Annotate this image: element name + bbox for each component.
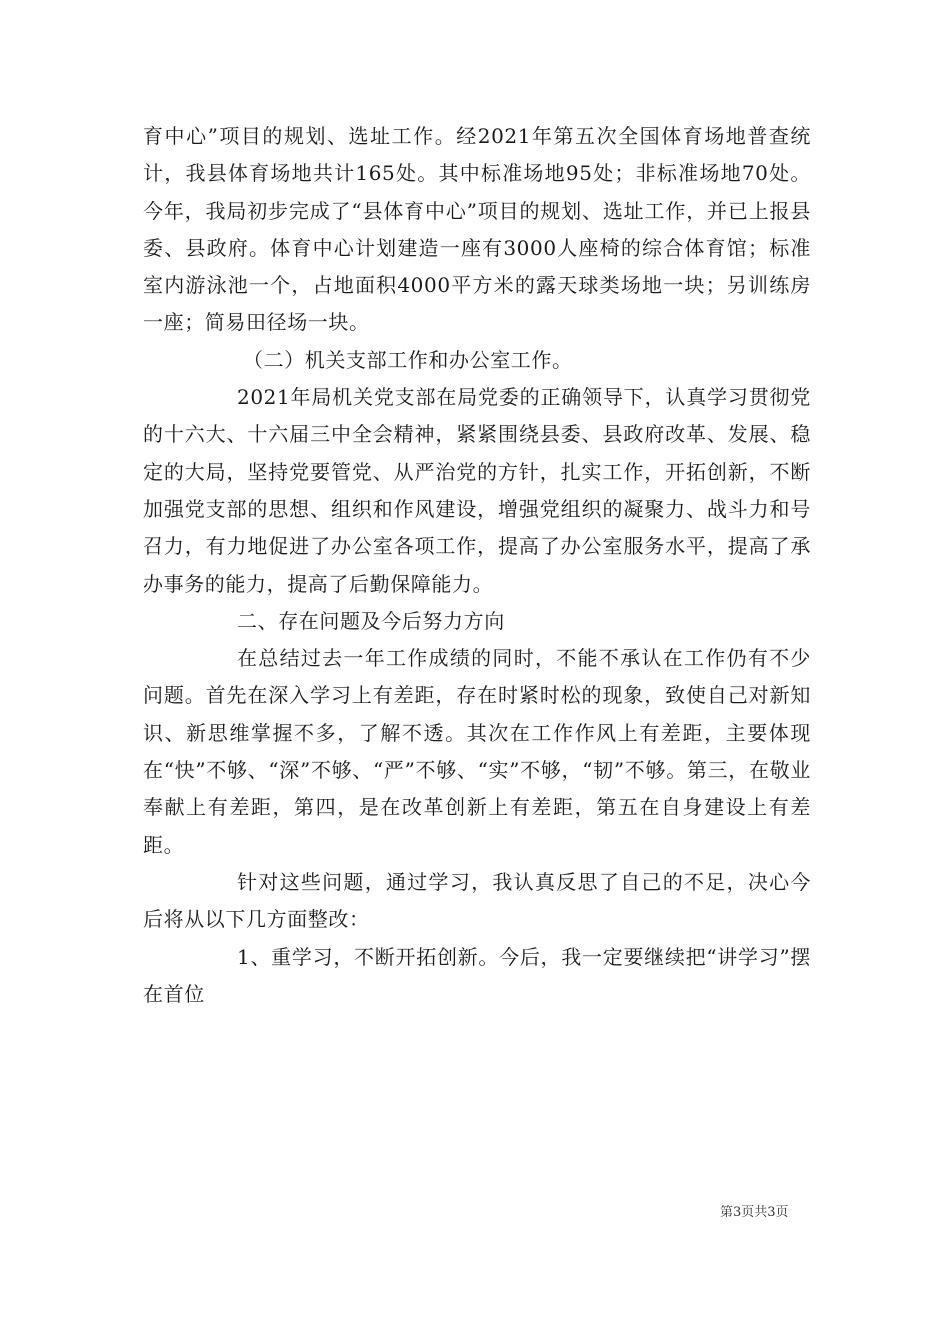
page-number-footer: 第3页共3页: [720, 1205, 789, 1220]
list-item-study-innovation: 1、重学习，不断开拓创新。今后，我一定要继续把“讲学习”摆在首位: [143, 944, 811, 1006]
paragraph-rectification-plan: 针对这些问题，通过学习，我认真反思了自己的不足，决心今后将从以下几方面整改：: [143, 869, 811, 932]
paragraph-party-branch-work: 2021年局机关党支部在局党委的正确领导下，认真学习贯彻党的十六大、十六届三中全会精神，紧紧围绕县委、县政府改革、发展、稳定的大局，坚持党要管党、从严治党的方针，扎实工作，开拓创新，不断加强党支部的思想、组织和作风建设，增强党组织的凝聚力、战斗力和号召力，有力地促进了办公室各项工作，提高了办公室服务水平，提高了承办事务的能力，提高了后勤保障能力。: [143, 385, 811, 596]
paragraph-existing-problems: 在总结过去一年工作成绩的同时，不能不承认在工作仍有不少问题。首先在深入学习上有差距，存在时紧时松的现象，致使自己对新知识、新思维掌握不多，了解不透。其次在工作作风上有差距，主要体现在“快”不够、“深”不够、“严”不够、“实”不够，“韧”不够。第三，在敬业奉献上有差距，第四，是在改革创新上有差距，第五在自身建设上有差距。: [143, 646, 811, 857]
section-heading-branch-office-work: （二）机关支部工作和办公室工作。: [243, 347, 573, 372]
document-body: [143, 118, 811, 1013]
paragraph-sports-venue-survey: 育中心”项目的规划、选址工作。经2021年第五次全国体育场地普查统计，我县体育场地共计165处。其中标准场地95处；非标准场地70处。今年，我局初步完成了“县体育中心”项目的规划、选址工作，并已上报县委、县政府。体育中心计划建造一座有3000人座椅的综合体育馆；标准室内游泳池一个，占地面积4000平方米的露天球类场地一块；另训练房一座；简易田径场一块。: [143, 124, 811, 335]
section-heading-problems-direction: 二、存在问题及今后努力方向: [237, 608, 505, 633]
